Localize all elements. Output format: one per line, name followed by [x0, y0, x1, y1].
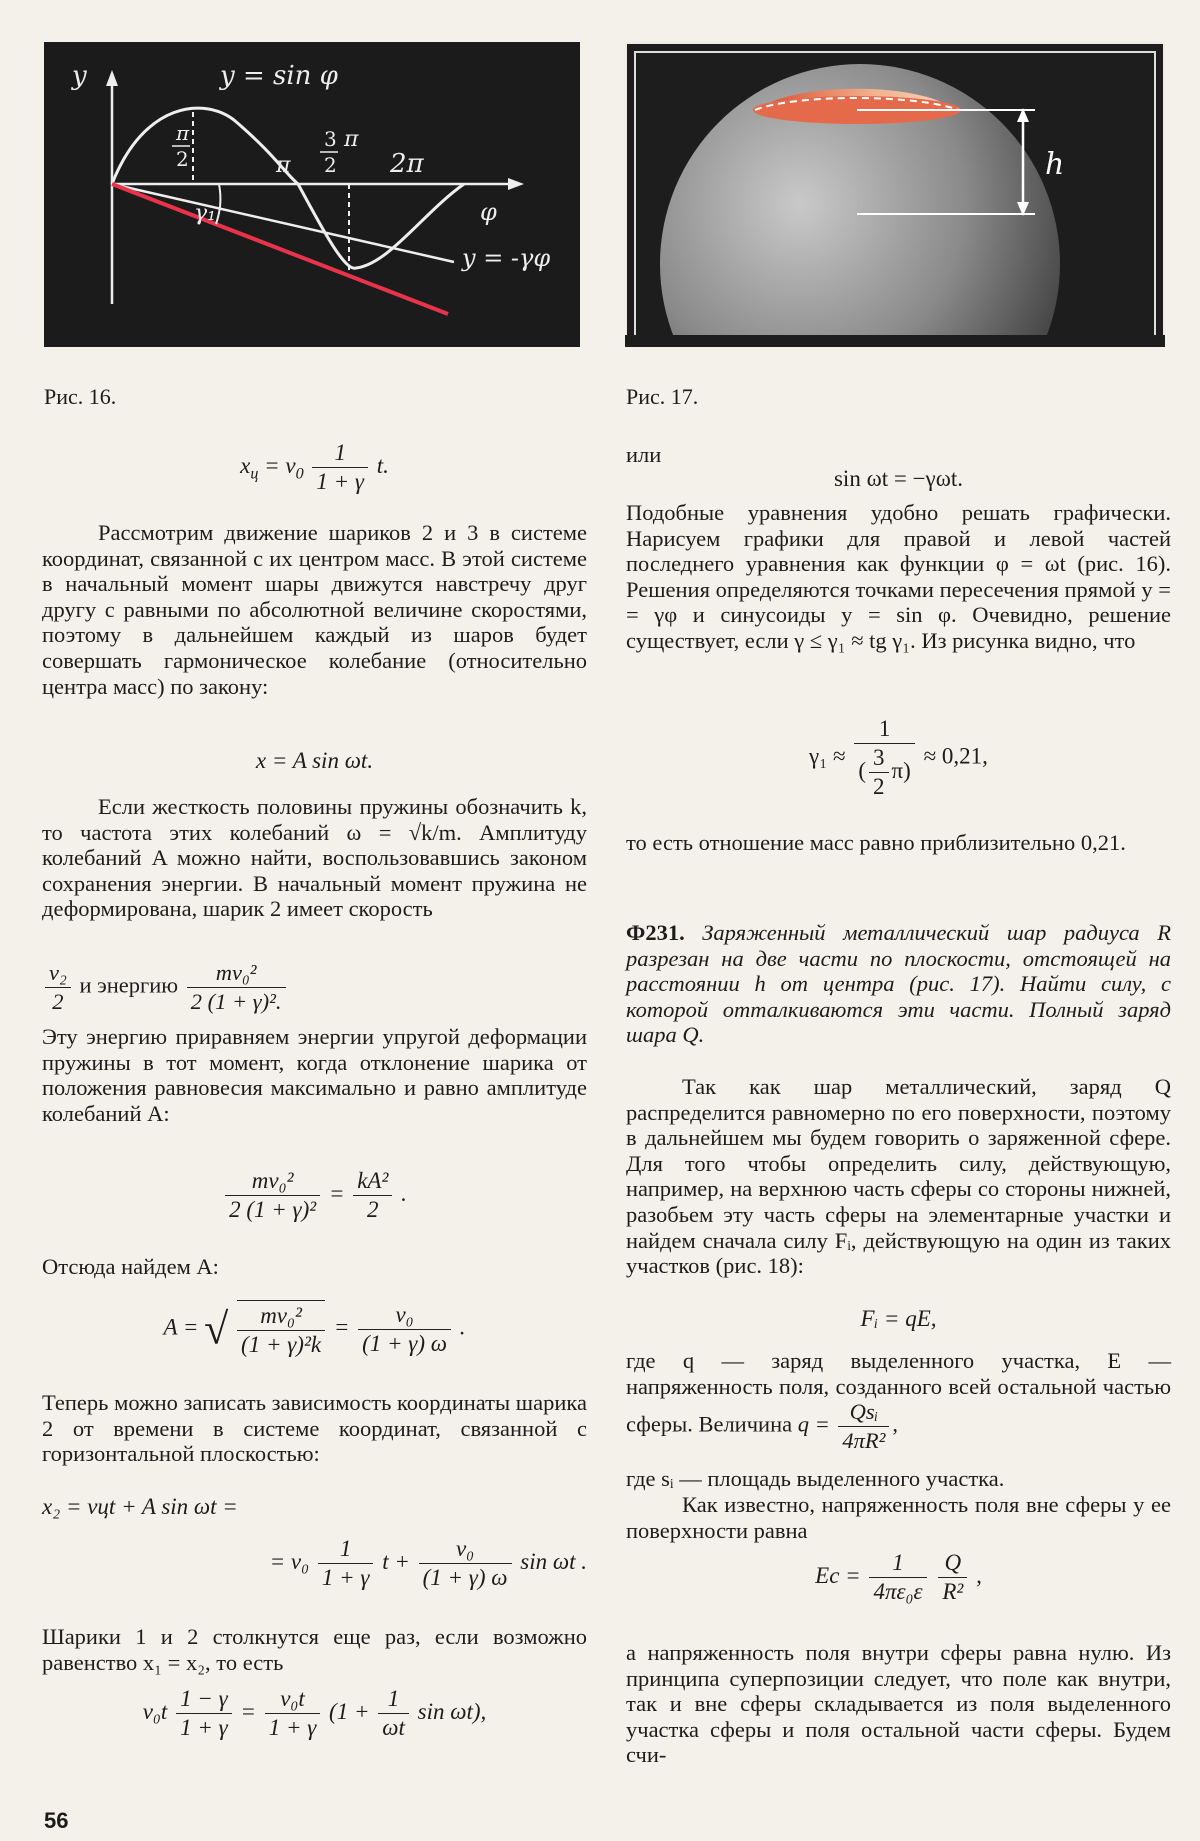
paragraph-center-of-mass: Рассмотрим движение шариков 2 и 3 в системе координат, связанной с их центром масс. В этой системе в начальный момент шары движутся навстречу друг другу с равными по абсолютной величине скоростями, поэтому в дальнейшем каждый из шаров будет совершать гармоническое колебание (относительно центра масс) по закону:	[42, 520, 587, 699]
text-or: или	[626, 442, 662, 467]
eq-energy: $\frac{\text{mv₀²}}{\text{2 (1 + γ)²}}$ = $\frac{\text{kA²}}{2}$ .	[42, 1168, 587, 1223]
page-number: 56	[44, 1808, 69, 1833]
figure-16-plot	[44, 42, 580, 347]
energy-line: $\frac{\text{v₂}}{2}$ и энергию $\frac{\text{mv₀²}}{\text{2 (1 + γ)².}}$	[42, 960, 587, 1014]
paragraph-sphere: Так как шар металлический, заряд Q распределится равномерно по его поверхности, поэтому в дальнейшем мы будем говорить о заряженной сфере. Для того чтобы определить силу, действующую, например, на верхнюю часть сферы со стороны нижней, разобьем эту часть сферы на элементарные участки и найдем сначала силу Fᵢ, действующую на один из таких участков (рис. 18):	[626, 1074, 1171, 1279]
paragraph-graphical: Подобные уравнения удобно решать графически. Нарисуем графики для правой и левой частей последнего уравнения как функции φ = ωt (рис. 16). Решения определяются точками пересечения прямой y = = γφ и синусоиды y = sin φ. Очевидно, решение существует, если γ ≤ γ₁ ≈ tg γ₁. Из рисунка видно, что	[626, 500, 1171, 653]
task-statement: Заряженный металлический шар радиуса R разрезан на две части по плоскости, отстоящей на расстоянии h от центра (рис. 17). Найти силу, с которой отталкиваются эти части. Полный заряд шара Q.	[626, 920, 1171, 1048]
label-pi-half-num: π	[176, 121, 190, 145]
paragraph-area: где sᵢ — площадь выделенного участка.	[626, 1466, 1005, 1491]
eq-xc: $x_ц = v_0$ $\frac{1}{1 + \gamma}$ t.	[240, 440, 389, 494]
eq-sin: sin ωt = −γωt.	[833, 466, 963, 491]
task-f231	[626, 920, 1171, 1048]
paragraph-superposition: а напряженность поля внутри сферы равна нулю. Из принципа суперпозиции следует, что поле как внутри, так и вне сферы складывается из поля выделенного участка сферы и поля остальной части сферы. Будем счи-	[626, 1640, 1171, 1768]
label-pi-half-den: 2	[176, 147, 189, 171]
label-pi: π	[276, 153, 291, 178]
paragraph-mass-ratio: то есть отношение масс равно приблизительно 0,21.	[626, 830, 1126, 855]
label-line: y = -γφ	[462, 244, 551, 272]
label-3-2-pi: π	[344, 127, 359, 152]
eq-F: Fᵢ = qE,	[860, 1306, 937, 1331]
paragraph-find-A: Отсюда найдем A:	[42, 1254, 219, 1279]
eq-A: A = √ $\frac{\text{mv₀²}}{\text{(1 + γ)²k}}$ = $\frac{\text{v₀}}{(1 + \gamma) \omega}$ .	[163, 1301, 466, 1357]
paragraph-elastic: Эту энергию приравняем энергии упругой деформации пружины в тот момент, когда отклонение шарика от положения равновесия максимально и равно амплитуде колебаний A:	[42, 1024, 587, 1126]
figure-17-sphere	[625, 42, 1165, 347]
eq-gamma: γ₁ ≈ 1 ( $\frac{3}{2}$ π) ≈ 0,21,	[809, 716, 988, 799]
paragraph-field-outside: Как известно, напряженность поля вне сферы у ее поверхности равна	[626, 1492, 1171, 1543]
label-2pi: 2π	[390, 149, 424, 179]
eq-x2-line2: = v₀ $\frac{1}{1 + \gamma}$ t + $\frac{\text{v₀}}{(1 + \gamma) \omega}$ sin ωt .	[269, 1536, 587, 1590]
eq-x: x = A sin ωt.	[255, 748, 374, 773]
eq-E: Eс = $\frac{1}{\text{4πε₀ε}}$ $\frac{Q}{\text{R²}}$ ,	[815, 1550, 982, 1604]
label-3-2-num: 3	[324, 127, 337, 151]
label-3-2-den: 2	[324, 153, 337, 177]
figure-17	[625, 42, 1165, 347]
paragraph-charge: где q — заряд выделенного участка, E — напряженность поля, созданного всей остальной частью сферы. Величина q = $\frac{\text{Qsᵢ}}{\text{4πR²}}$ ,	[626, 1348, 1171, 1453]
eq-x2-line1: x₂ = vцt + A sin ωt =	[42, 1494, 238, 1519]
task-number: Ф231.	[626, 920, 685, 945]
label-y: y	[72, 61, 87, 91]
figure-16	[44, 42, 580, 347]
label-sin: y = sin φ	[220, 61, 338, 91]
label-h: h	[1045, 147, 1065, 182]
figure-17-caption: Рис. 17.	[626, 384, 699, 409]
paragraph-collision: Шарики 1 и 2 столкнутся еще раз, если возможно равенство x₁ = x₂, то есть	[42, 1624, 587, 1675]
eq-collision: v₀t $\frac{1 - \gamma}{1 + \gamma}$ = $\frac{\text{v₀t}}{1 + \gamma}$ (1 + $\frac{1}{\omega t}$ sin ωt),	[142, 1686, 487, 1740]
figure-16-caption: Рис. 16.	[44, 384, 117, 409]
label-phi: φ	[480, 198, 497, 226]
paragraph-coordinate: Теперь можно записать зависимость координаты шарика 2 от времени в системе координат, связанной с горизонтальной плоскостью:	[42, 1390, 587, 1467]
label-gamma1: γ₁	[194, 201, 216, 226]
paragraph-stiffness: Если жесткость половины пружины обозначить k, то частота этих колебаний ω = √k/m. Амплитуду колебаний A можно найти, воспользовавшись законом сохранения энергии. В начальный момент пружина не деформирована, шарик 2 имеет скорость	[42, 794, 587, 922]
